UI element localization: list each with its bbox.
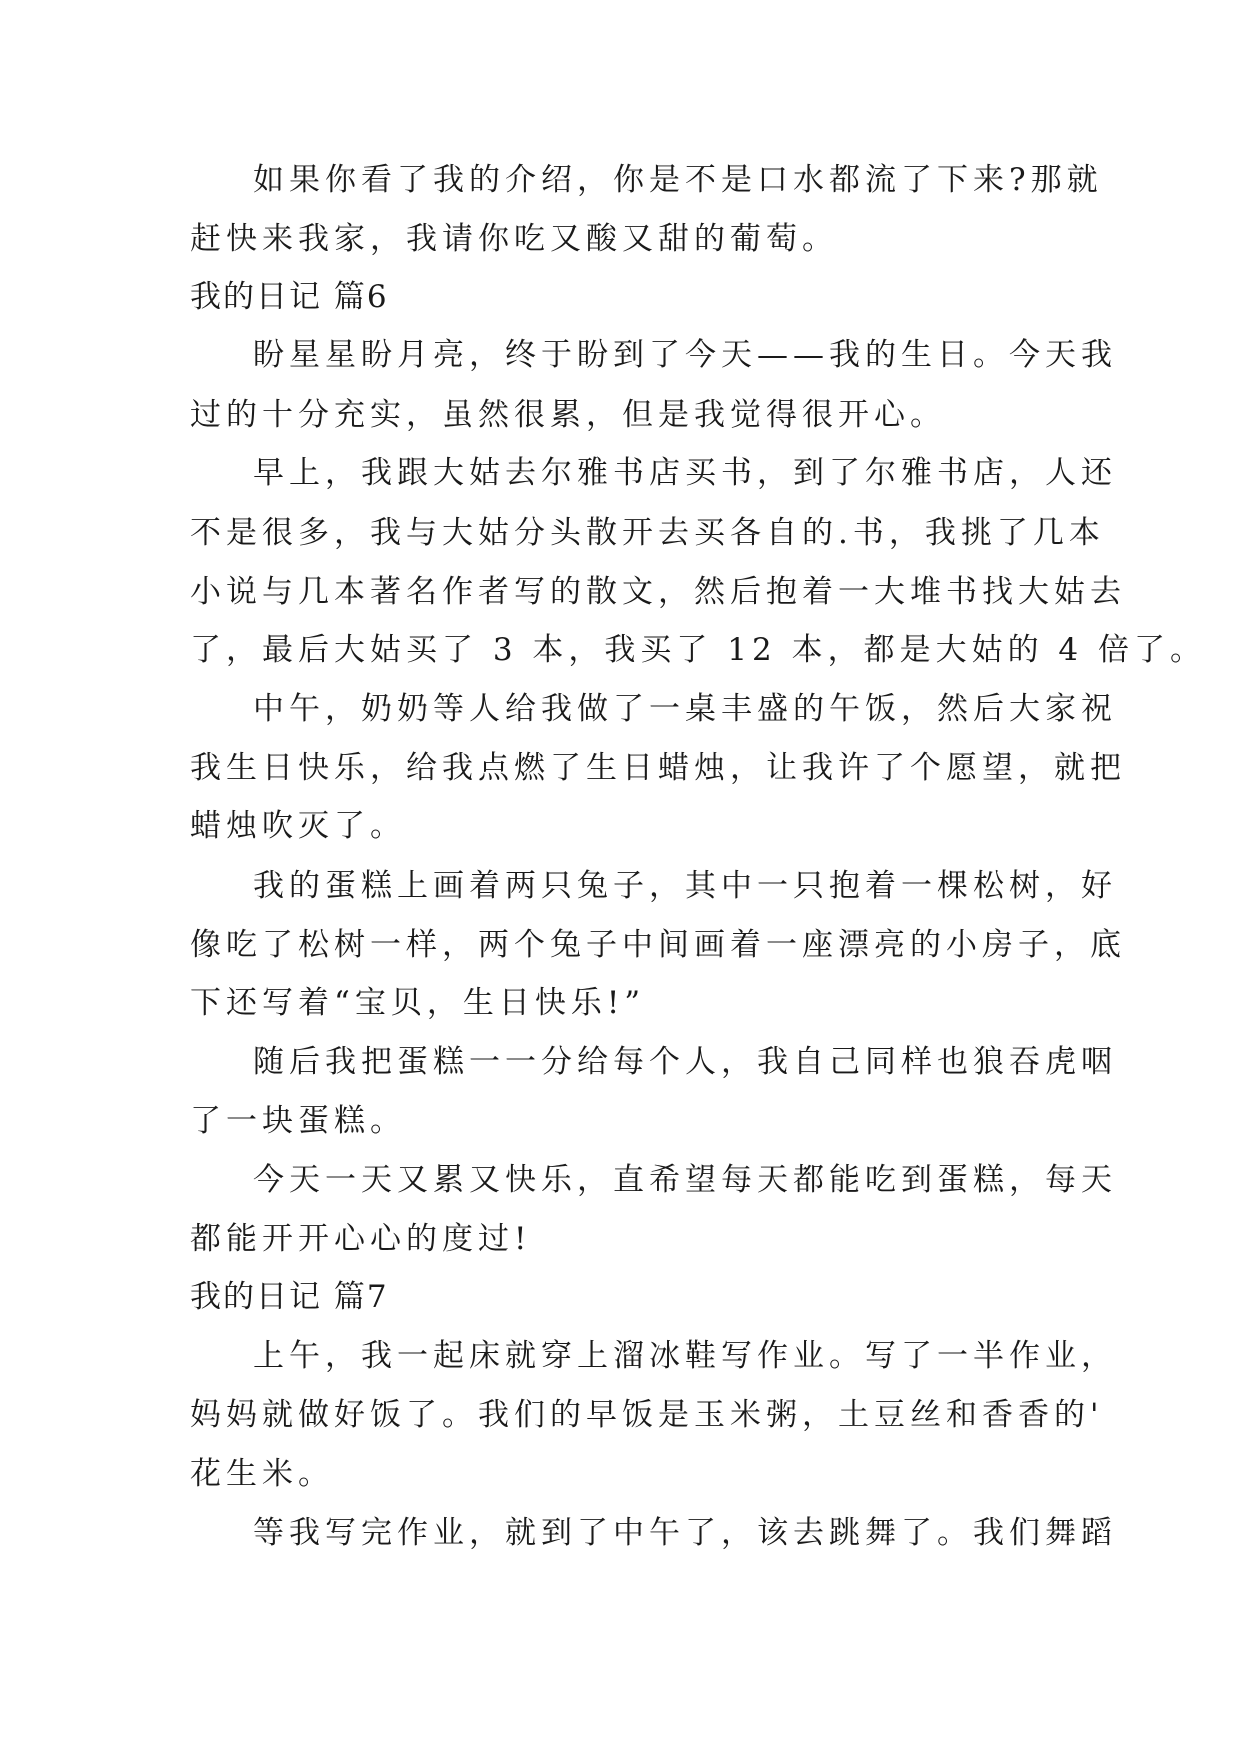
- paragraph-line: 我的蛋糕上画着两只兔子，其中一只抱着一棵松树，好: [253, 868, 1117, 904]
- paragraph-line: 花生米。: [190, 1456, 334, 1492]
- paragraph-line: 不是很多，我与大姑分头散开去买各自的.书，我挑了几本: [190, 515, 1105, 551]
- paragraph-line: 早上，我跟大姑去尔雅书店买书，到了尔雅书店，人还: [253, 455, 1117, 491]
- paragraph-line: 随后我把蛋糕一一分给每个人，我自己同样也狼吞虎咽: [253, 1044, 1117, 1080]
- paragraph-line: 小说与几本著名作者写的散文，然后抱着一大堆书找大姑去: [190, 574, 1126, 610]
- paragraph-line: 中午，奶奶等人给我做了一桌丰盛的午饭，然后大家祝: [253, 691, 1117, 727]
- paragraph-line: 蜡烛吹灭了。: [190, 808, 406, 844]
- section-heading-7: 我的日记 篇7: [190, 1279, 389, 1315]
- paragraph-line: 今天一天又累又快乐，直希望每天都能吃到蛋糕，每天: [253, 1162, 1117, 1198]
- paragraph-line: 都能开开心心的度过!: [190, 1221, 532, 1257]
- paragraph-line: 赶快来我家，我请你吃又酸又甜的葡萄。: [190, 221, 838, 257]
- paragraph-line: 像吃了松树一样，两个兔子中间画着一座漂亮的小房子，底: [190, 927, 1126, 963]
- paragraph-line: 下还写着“宝贝，生日快乐!”: [190, 985, 646, 1021]
- paragraph-line: 妈妈就做好饭了。我们的早饭是玉米粥，土豆丝和香香的': [190, 1397, 1104, 1433]
- paragraph-line: 我生日快乐，给我点燃了生日蜡烛，让我许了个愿望，就把: [190, 750, 1126, 786]
- section-heading-6: 我的日记 篇6: [190, 279, 389, 315]
- paragraph-line: 上午，我一起床就穿上溜冰鞋写作业。写了一半作业，: [253, 1338, 1117, 1374]
- paragraph-line: 了一块蛋糕。: [190, 1103, 406, 1139]
- paragraph-line: 等我写完作业，就到了中午了，该去跳舞了。我们舞蹈: [253, 1515, 1117, 1551]
- paragraph-line: 了，最后大姑买了 3 本，我买了 12 本，都是大姑的 4 倍了。: [190, 632, 1207, 668]
- paragraph-line: 如果你看了我的介绍，你是不是口水都流了下来?那就: [253, 162, 1103, 198]
- paragraph-line: 盼星星盼月亮，终于盼到了今天——我的生日。今天我: [253, 337, 1117, 373]
- paragraph-line: 过的十分充实，虽然很累，但是我觉得很开心。: [190, 397, 946, 433]
